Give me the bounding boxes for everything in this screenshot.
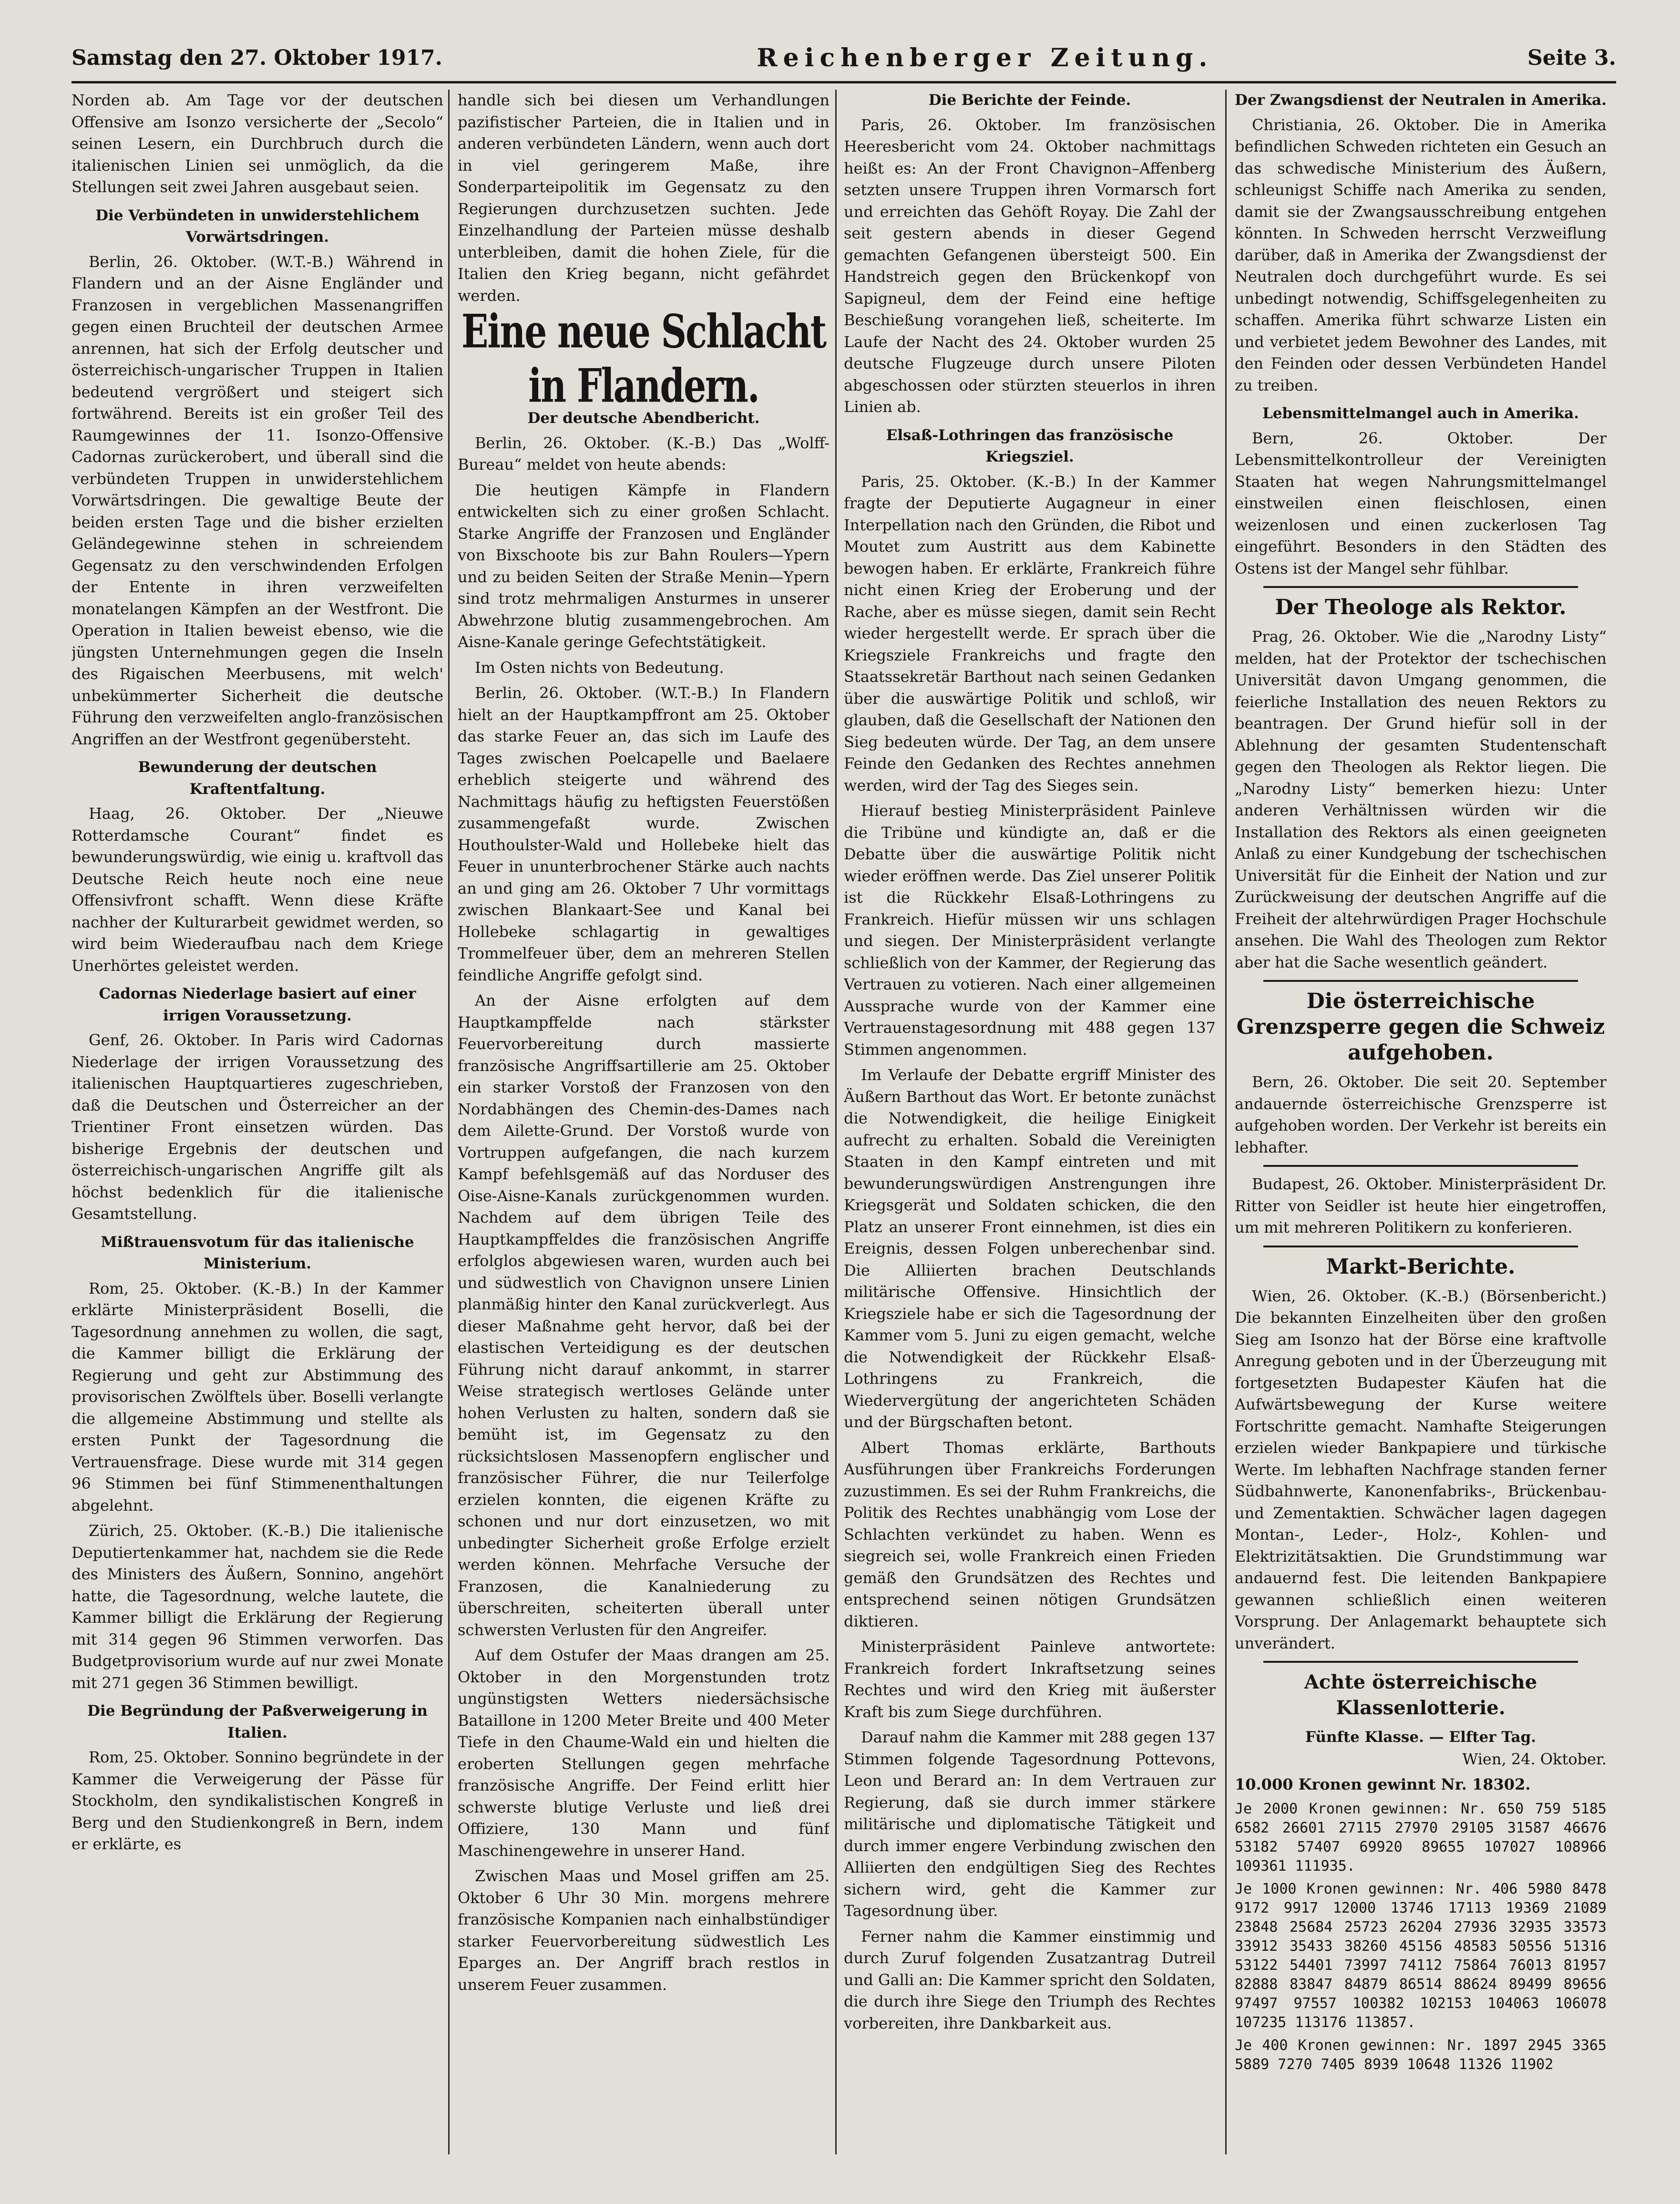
masthead: Reichenberger Zeitung.	[757, 43, 1213, 72]
paragraph: Paris, 25. Oktober. (K.-B.) In der Kammer fragte der Deputierte Augagneur in einer Interpellation nach den Gründen, die Ribot und Moutet zum Austritt aus dem Kabinette bewogen haben. Er erklärte, Frankreich führe nicht einen Krieg der Eroberung und der Rache, aber es müsse siegen, damit sein Recht wieder hergestellt werde. Er sprach über die Kriegsziele Frankreichs und fragte den Staatssekretär Barthout nach seinen Gedanken über die auswärtige Politik und schloß, wir glauben, daß die Gesellschaft der Nationen den Sieg bedeuten würde. Der Tag, an dem unsere Feinde den Gedanken des Rechtes annehmen werden, wird der Tag des Sieges sein.	[844, 472, 1216, 794]
paragraph: Christiania, 26. Oktober. Die in Amerika befindlichen Schweden richteten ein Gesuch an das schwedische Ministerium des Äußern, schleunigst Schiffe nach Amerika zu senden, damit sie der Zwangsausschreibung entgehen könnten. In Schweden herrscht Verzweiflung darüber, daß in Amerika der Zwangsdienst der Neutralen doch durchgeführt wurde. Es sei unbedingt notwendig, Schiffsgelegenheiten zu schaffen. Amerika führt schwarze Listen ein und verbietet jedem Bewohner des Landes, mit den Feinden oder dessen Verbündeten Handel zu treiben.	[1235, 115, 1607, 394]
section-heading: Die Verbündeten in unwiderstehlichem Vorwärtsdringen.	[95, 206, 420, 246]
paragraph: Im Osten nichts von Bedeutung.	[475, 658, 724, 677]
column-rule	[835, 90, 837, 2154]
section-heading: Die Berichte der Feinde.	[928, 92, 1131, 109]
lottery-results	[1235, 1669, 1607, 2074]
paragraph: Genf, 26. Oktober. In Paris wird Cadornas Niederlage der irrigen Voraussetzung des italienischen Hauptquartieres zugeschrieben, daß die Deutschen und Österreicher an der Trientiner Front einsetzen würden. Das bisherige Ergebnis der deutschen und österreichisch-ungarischen Angriffe gilt als höchst bedenklich für die italienische Gesamtstellung.	[72, 1031, 443, 1223]
lottery-numbers: Je 1000 Kronen gewinnen: Nr. 406 5980 8478 9172 9917 12000 13746 17113 19369 21089 23848 25684 25723 26204 27936 32935 33573 33912 35433 38260 45156 48583 50556 51316 53122 54401 73997 74112 75864 76013 81957 82888 83847 84879 86514 88624 89499 89656 97497 97557 100382 102153 104063 106078 107235 113176 113857.	[1235, 1880, 1607, 2031]
column-1	[72, 90, 443, 2154]
page-number: Seite 3.	[1527, 45, 1616, 70]
paragraph: Rom, 25. Oktober. Sonnino begründete in der Kammer die Verweigerung der Pässe für Stockholm, den syndikalistischen Kongreß in Berg und den Studienkongreß in Bern, indem er erklärte, es	[72, 1748, 443, 1853]
paragraph: Haag, 26. Oktober. Der „Nieuwe Rotterdamsche Courant“ findet es bewunderungswürdig, wie einig u. kraftvoll das Deutsche Reich heute noch eine neue Offensivfront schafft. Wenn diese Kräfte nachher der Kulturarbeit gewidmet werden, so wird beim Wiederaufbau nach dem Kriege Unerhörtes geleistet werden.	[72, 804, 443, 975]
lottery-numbers: Je 400 Kronen gewinnen: Nr. 1897 2945 3365 5889 7270 7405 8939 10648 11326 11902	[1235, 2037, 1607, 2073]
section-headline: Der Theologe als Rektor.	[1275, 595, 1567, 619]
paragraph: handle sich bei diesen um Verhandlungen pazifistischer Parteien, die in Italien und in anderen verbündeten Ländern, wenn auch dort in viel geringerem Maße, ihre Sonderparteipolitik im Gegensatz zu den Regierungen durchzusetzen suchten. Jede Einzelhandlung der Parteien müsse deshalb unterbleiben, damit die hohen Ziele, für die Italien den Krieg begann, nicht gefährdet werden.	[458, 91, 830, 305]
page-header	[72, 41, 1616, 74]
section-heading: Der deutsche Abendbericht.	[527, 410, 760, 427]
paragraph: An der Aisne erfolgten auf dem Hauptkampffelde nach stärkster Feuervorbereitung durch massierte französische Angriffsartillerie am 25. Oktober ein starker Vorstoß der Franzosen von den Nordabhängen des Chemin-des-Dames nach dem Ailette-Grund. Der Vorstoß wurde von Vortruppen aufgefangen, die nach kurzem Kampf befehlsgemäß auf das Norduser des Oise-Aisne-Kanals zurückgenommen wurden. Nachdem auf dem übrigen Teile des Hauptkampffeldes die französischen Angriffe erfolglos abgewiesen waren, wurden auch bei und südwestlich von Chavignon unsere Linien planmäßig hinter den Kanal zurückverlegt. Aus dieser Maßnahme geht hervor, daß bei der elastischen Verteidigung es der deutschen Führung nicht darauf ankommt, in starrer Weise strategisch wertloses Gelände unter hohen Verlusten zu halten, sondern daß sie bemüht ist, im Gegensatz zu den rücksichtslosen Massenopfern englischer und französischer Führer, die nur Teilerfolge erzielen konnten, die eigenen Kräfte zu schonen und nur dort einzusetzen, wo mit unbedingter Sicherheit große Erfolge erzielt werden können. Mehrfache Versuche der Franzosen, die Kanalniederung zu überschreiten, scheiterten überall unter schwersten Verlusten für den Angreifer.	[458, 991, 830, 1639]
paragraph: Paris, 26. Oktober. Im französischen Heeresbericht vom 24. Oktober nachmittags heißt es: An der Front Chavignon–Affenberg setzten unsere Truppen ihren Vormarsch fort und erreichten das Gehöft Royay. Die Zahl der seit gestern abends in dieser Gegend gemachten Gefangenen übersteigt 500. Ein Handstreich gegen den Brückenkopf von Sapigneul, dem der Feind eine heftige Beschießung vorangehen ließ, scheiterte. Im Laufe der Nacht des 24. Oktober wurden 25 deutsche Flugzeuge durch unsere Piloten abgeschossen oder stürzten steuerlos in ihren Linien ab.	[844, 115, 1216, 416]
column-rule	[448, 90, 450, 2154]
paragraph: Berlin, 26. Oktober. (K.-B.) Das „Wolff-Bureau“ meldet von heute abends:	[458, 433, 830, 474]
paragraph: Hierauf bestieg Ministerpräsident Painleve die Tribüne und kündigte an, daß er die Debatte über die auswärtige Politik nicht wieder eröffnen werde. Das Ziel unserer Politik ist die Rückkehr Elsaß-Lothringens zu Frankreich. Hiefür müssen wir uns schlagen und siegen. Der Ministerpräsident verlangte schließlich von der Kammer, der Regierung das Vertrauen zu votieren. Nach einer allgemeinen Aussprache wurde von der Kammer eine Vertrauenstagesordnung mit 488 gegen 137 Stimmen angenommen.	[844, 802, 1216, 1059]
paragraph: Berlin, 26. Oktober. (W.T.-B.) Während in Flandern und an der Aisne Engländer und Franzosen in vergeblichen Massenangriffen gegen einen Bruchteil der deutschen Armee anrennen, hat sich der Erfolg deutscher und österreichisch-ungarischer Truppen in Italien bedeutend vergrößert und steigert sich fortwährend. Bereits ist ein großer Teil des Raumgewinnes der 11. Isonzo-Offensive Cadornas zurückerobert, und überall sind die verbündeten Truppen in unwiderstehlichem Vorwärtsdringen. Die gewaltige Beute der beiden ersten Tage und die bisher erzielten Geländegewinne stehen in schreiendem Gegensatz zu den verschwindenden Erfolgen der Entente in ihren verzweifelten monatelangen Kämpfen an der Westfront. Die Operation in Italien beweist ebenso, wie die jüngsten Unternehmungen gegen die Inseln des Rigaischen Meerbusens, mit welch' unbekümmerter Sicherheit die deutsche Führung den verzweifelten anglo-französischen Angriffen an der Westfront gegenübersteht.	[72, 252, 443, 748]
paragraph: Zwischen Maas und Mosel griffen am 25. Oktober 6 Uhr 30 Min. morgens mehrere französische Kompanien nach einhalbstündiger starker Feuervorbereitung südwestlich Les Eparges an. Der Angriff brach restlos in unserem Feuer zusammen.	[458, 1867, 830, 1994]
divider	[1263, 1165, 1578, 1167]
paragraph: Ministerpräsident Painleve antwortete: Frankreich fordert Inkraftsetzung seines Rechtes und wird den Krieg mit äußerster Kraft bis zum Siege durchführen.	[844, 1638, 1216, 1721]
paragraph: Ferner nahm die Kammer einstimmig und durch Zuruf folgenden Zusatzantrag Dutreil und Galli an: Die Kammer spricht den Soldaten, die durch ihre Siege den Triumph des Rechtes vorbereiten, ihre Dankbarkeit aus.	[844, 1927, 1216, 2032]
paragraph: Berlin, 26. Oktober. (W.T.-B.) In Flandern hielt an der Hauptkampffront am 25. Oktober das starke Feuer an, das sich im Laufe des Tages zwischen Poelcapelle und Baelaere erheblich steigerte und während des Nachmittags häufig zu heftigsten Feuerstößen zusammengefaßt wurde. Zwischen Houthoulster-Wald und Hollebeke hielt das Feuer in ununterbrochener Stärke auch nachts an und ging am 26. Oktober 7 Uhr vormittags zwischen Blankaart-See und Kanal bei Hollebeke schlagartig in gewaltiges Trommelfeuer über, dem an mehreren Stellen feindliche Angriffe gefolgt sind.	[458, 684, 830, 984]
section-headline: Die österreichische Grenzsperre gegen die Schweiz aufgehoben.	[1236, 989, 1605, 1065]
paragraph: Die heutigen Kämpfe in Flandern entwickelten sich zu einer großen Schlacht. Starke Angriffe der Franzosen und Engländer von Bixschoote bis zur Bahn Roulers—Ypern und zu beiden Seiten der Straße Menin—Ypern sind trotz mehrmaligen Ansturmes in unserer Abwehrzone blutig zusammengebrochen. Am Aisne-Kanale geringe Gefechtstätigkeit.	[458, 481, 830, 651]
paragraph: Prag, 26. Oktober. Wie die „Narodny Listy“ melden, hat der Protektor der tschechischen Universität davon Umgang genommen, die feierliche Installation des neuen Rektors zu beantragen. Der Grund hiefür soll in der Ablehnung der gesamten Studentenschaft gegen den Theologen als Rektor liegen. Die „Narodny Listy“ bemerken hiezu: Unter anderen Verhältnissen würden wir die Installation des Rektors als einen geeigneten Anlaß zu einer Kundgebung der tschechischen Universität für die Einheit der Nation und zur Zurückweisung der deutschen Angriffe auf die Freiheit der altehrwürdigen Prager Hochschule ansehen. Die Wahl des Theologen zum Rektor aber hat die Sache wesentlich geändert.	[1235, 628, 1607, 971]
lottery-main-prize: 10.000 Kronen gewinnt Nr. 18302.	[1235, 1775, 1531, 1793]
section-heading: Bewunderung der deutschen Kraftentfaltung.	[138, 759, 377, 798]
lottery-date: Wien, 24. Oktober.	[1462, 1750, 1607, 1768]
paragraph: Wien, 26. Oktober. (K.-B.) (Börsenbericht.) Die bekannten Einzelheiten über den großen Sieg am Isonzo hat der Börse eine kraftvolle Anregung geboten und in der Überzeugung mit fortgesetzten Budapester Käufen hat die Aufwärtsbewegung der Kurse weitere Fortschritte gemacht. Namhafte Steigerungen erzielen wieder Bankpapiere und türkische Werte. Im lebhaften Nachfrage standen ferner Südbahnwerte, Kanonenfabriks-, Brückenbau- und Zementaktien. Schwächer lagen dagegen Montan-, Leder-, Holz-, Kohlen- und Elektrizitätsaktien. Die Grundstimmung war andauernd fest. Die leitenden Bankpapiere gewannen schließlich einen weiteren Vorsprung. Der Anlagemarkt behauptete sich unverändert.	[1235, 1287, 1607, 1652]
paragraph: Rom, 25. Oktober. (K.-B.) In der Kammer erklärte Ministerpräsident Boselli, die Tagesordnung annehmen zu wollen, die sagt, die Kammer billigt die Erklärung der Regierung und geht zur Abstimmung des provisorischen Zwölftels über. Boselli verlangte die allgemeine Abstimmung und stellte als ersten Punkt der Tagesordnung die Vertrauensfrage. Diese wurde mit 314 gegen 96 Stimmen bei fünf Stimmenenthaltungen abgelehnt.	[72, 1279, 443, 1514]
column-3	[844, 90, 1216, 2154]
section-heading: Mißtrauensvotum für das italienische Ministerium.	[101, 1233, 414, 1272]
paragraph: Zürich, 25. Oktober. (K.-B.) Die italienische Deputiertenkammer hat, nachdem sie die Rede des Ministers des Äußern, Sonnino, angehört hatte, die Tagesordnung, welche lautete, die Kammer billigt die Erklärung der Regierung mit 314 gegen 96 Stimmen verworfen. Das Budgetprovisorium wurde auf nur zwei Monate mit 271 gegen 36 Stimmen bewilligt.	[72, 1522, 443, 1692]
paragraph: Bern, 26. Oktober. Der Lebensmittelkontrolleur der Vereinigten Staaten hat wegen Nahrungsmittelmangel einstweilen einen fleischlosen, einen weizenlosen und einen zuckerlosen Tag eingeführt. Besonders in den Städten des Ostens ist der Mangel sehr fühlbar.	[1235, 429, 1607, 577]
section-heading: Lebensmittelmangel auch in Amerika.	[1262, 405, 1579, 422]
issue-date: Samstag den 27. Oktober 1917.	[72, 45, 442, 70]
column-rule	[1225, 90, 1227, 2154]
paragraph: Norden ab. Am Tage vor der deutschen Offensive am Isonzo versicherte der „Secolo“ seinen Lesern, ein Durchbruch durch die italienischen Linien sei unmöglich, da die Stellungen seit zwei Jahren ausgebaut seien.	[72, 91, 443, 196]
paragraph: Bern, 26. Oktober. Die seit 20. September andauernde österreichische Grenzsperre ist aufgehoben worden. Der Verkehr ist bereits ein lebhafter.	[1235, 1073, 1607, 1156]
lottery-class: Fünfte Klasse. — Elfter Tag.	[1305, 1729, 1537, 1746]
section-headline: Markt-Berichte.	[1326, 1254, 1516, 1279]
paragraph: Budapest, 26. Oktober. Ministerpräsident Dr. Ritter von Seidler ist heute hier eingetroffen, um mit mehreren Politikern zu konferieren.	[1235, 1175, 1607, 1236]
column-4	[1235, 90, 1607, 2154]
paragraph: Albert Thomas erklärte, Barthouts Ausführungen über Frankreichs Forderungen zuzustimmen. Es sei der Ruhm Frankreichs, die Politik des Rechtes unabhängig vom Lose der Schlachten verkündet zu haben. Wenn es siegreich sei, wolle Frankreich einen Frieden gemäß den Grundsätzen des Rechtes und entsprechend seinen nötigen Grundsätzen diktieren.	[844, 1438, 1216, 1630]
header-rule	[72, 81, 1616, 83]
divider	[1263, 1661, 1578, 1663]
paragraph: Im Verlaufe der Debatte ergriff Minister des Äußern Barthout das Wort. Er betonte zunächst die Notwendigkeit, die heilige Einigkeit aufrecht zu erhalten. Sobald die Vereinigten Staaten in den Kampf eintreten und mit bewunderungswürdigen Anstrengungen ihre Kriegsgerät und Soldaten schicken, die den Platz an unserer Front einnehmen, ist dies ein Ereignis, dessen Folgen unberechenbar sind. Die Alliierten brachen Deutschlands militärische Offensive. Hinsichtlich der Kriegsziele habe er sich die Tagesordnung der Kammer vom 5. Juni zu eigen gemacht, welche die Notwendigkeit der Rückkehr Elsaß-Lothringens zu Frankreich, die Wiedervergütung der angerichteten Schäden und der Bürgschaften betont.	[844, 1066, 1216, 1431]
paragraph: Auf dem Ostufer der Maas drangen am 25. Oktober in den Morgenstunden trotz ungünstigsten Wetters niedersächsische Bataillone in 1200 Meter Breite und 400 Meter Tiefe in den Chaume-Wald ein und hielten die eroberten Stellungen gegen mehrfache französische Angriffe. Der Feind erlitt hier schwerste blutige Verluste und ließ drei Offiziere, 130 Mann und fünf Maschinengewehre in unserer Hand.	[458, 1646, 830, 1860]
lottery-numbers: Je 2000 Kronen gewinnen: Nr. 650 759 5185 6582 26601 27115 27970 29105 31587 46676 53182 57407 69920 89655 107027 108966 109361 111935.	[1235, 1800, 1607, 1874]
section-heading: Der Zwangsdienst der Neutralen in Amerika.	[1235, 92, 1607, 109]
divider	[1263, 980, 1578, 982]
main-headline: Eine neue Schlacht in Flandern.	[461, 305, 826, 413]
section-headline: Achte österreichische Klassenlotterie.	[1304, 1671, 1537, 1719]
section-heading: Cadornas Niederlage basiert auf einer irrigen Voraussetzung.	[99, 985, 416, 1024]
column-2	[458, 90, 830, 2154]
divider	[1263, 586, 1578, 588]
divider	[1263, 1246, 1578, 1247]
section-heading: Die Begründung der Paßverweigerung in Italien.	[87, 1702, 428, 1741]
section-heading: Elsaß-Lothringen das französische Kriegsziel.	[886, 426, 1174, 465]
paragraph: Darauf nahm die Kammer mit 288 gegen 137 Stimmen folgende Tagesordnung Pottevons, Leon und Berard an: In dem Vertrauen zur Regierung, daß sie durch immer stärkere militärische und diplomatische Tätigkeit und durch immer engere Verbindung zwischen den Alliierten den endgültigen Sieg des Rechtes sichern wird, geht die Kammer zur Tagesordnung über.	[844, 1728, 1216, 1920]
